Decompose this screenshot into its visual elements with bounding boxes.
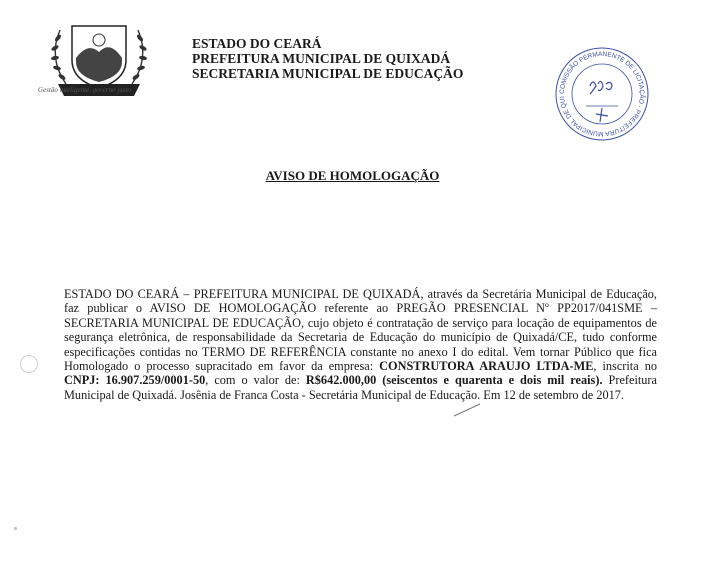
body-connector-1: , inscrita no (593, 359, 657, 374)
commission-stamp (552, 44, 652, 144)
company-cnpj: CNPJ: 16.907.259/0001-50 (64, 373, 206, 388)
commission-stamp-icon (552, 44, 652, 144)
company-name: CONSTRUTORA ARAUJO LTDA-ME (379, 359, 594, 374)
contract-value: R$642.000,00 (seiscentos e quarenta e dois mil reais). (305, 373, 603, 388)
header-state: ESTADO DO CEARÁ (192, 36, 322, 51)
header-secretariat: SECRETARIA MUNICIPAL DE EDUCAÇÃO (192, 66, 464, 81)
body-intro: ESTADO DO CEARÁ – PREFEITURA MUNICIPAL DE QUIXADÁ, através da Secretária Municipal de Educação, faz publicar o AVISO DE HOMOLOGAÇÃO referente ao PREGÃO PRESENCIAL Nº PP2017/041SME – SECRETARIA MUNICIPAL DE EDUCAÇÃO, cujo objeto é contratação de serviço para locação de equipamentos de segurança eletrônica, de responsabilidade da Secretaria de Educação do município de Quixadá/CE, tudo conforme especificações contidas no TERMO DE REFERÊNCIA constante no anexo I do edital. Vem tornar Público que fica Homologado o processo supracitado em favor da empresa: (64, 287, 657, 374)
document-header (192, 36, 463, 81)
svg-text:COMISSÃO PERMANENTE DE LICITAÇ: COMISSÃO PERMANENTE DE LICITAÇÃO · PREFEITURA MUNICIPAL DE QUI (558, 50, 646, 138)
header-prefecture: PREFEITURA MUNICIPAL DE QUIXADÁ (192, 51, 451, 66)
notice-title: AVISO DE HOMOLOGAÇÃO (265, 168, 440, 183)
scan-speck (14, 527, 17, 530)
punch-hole-mark (20, 355, 38, 373)
pen-mark-icon (452, 402, 482, 418)
logo-motto: Gestão inteligente, governo justo (38, 86, 131, 94)
body-closing: Prefeitura Municipal de Quixadá. Josênia de Franca Costa - Secretária Municipal de Educação. Em 12 de setembro de 2017. (64, 373, 657, 402)
body-connector-2: , com o valor de: (205, 373, 306, 388)
notice-body (64, 287, 657, 402)
